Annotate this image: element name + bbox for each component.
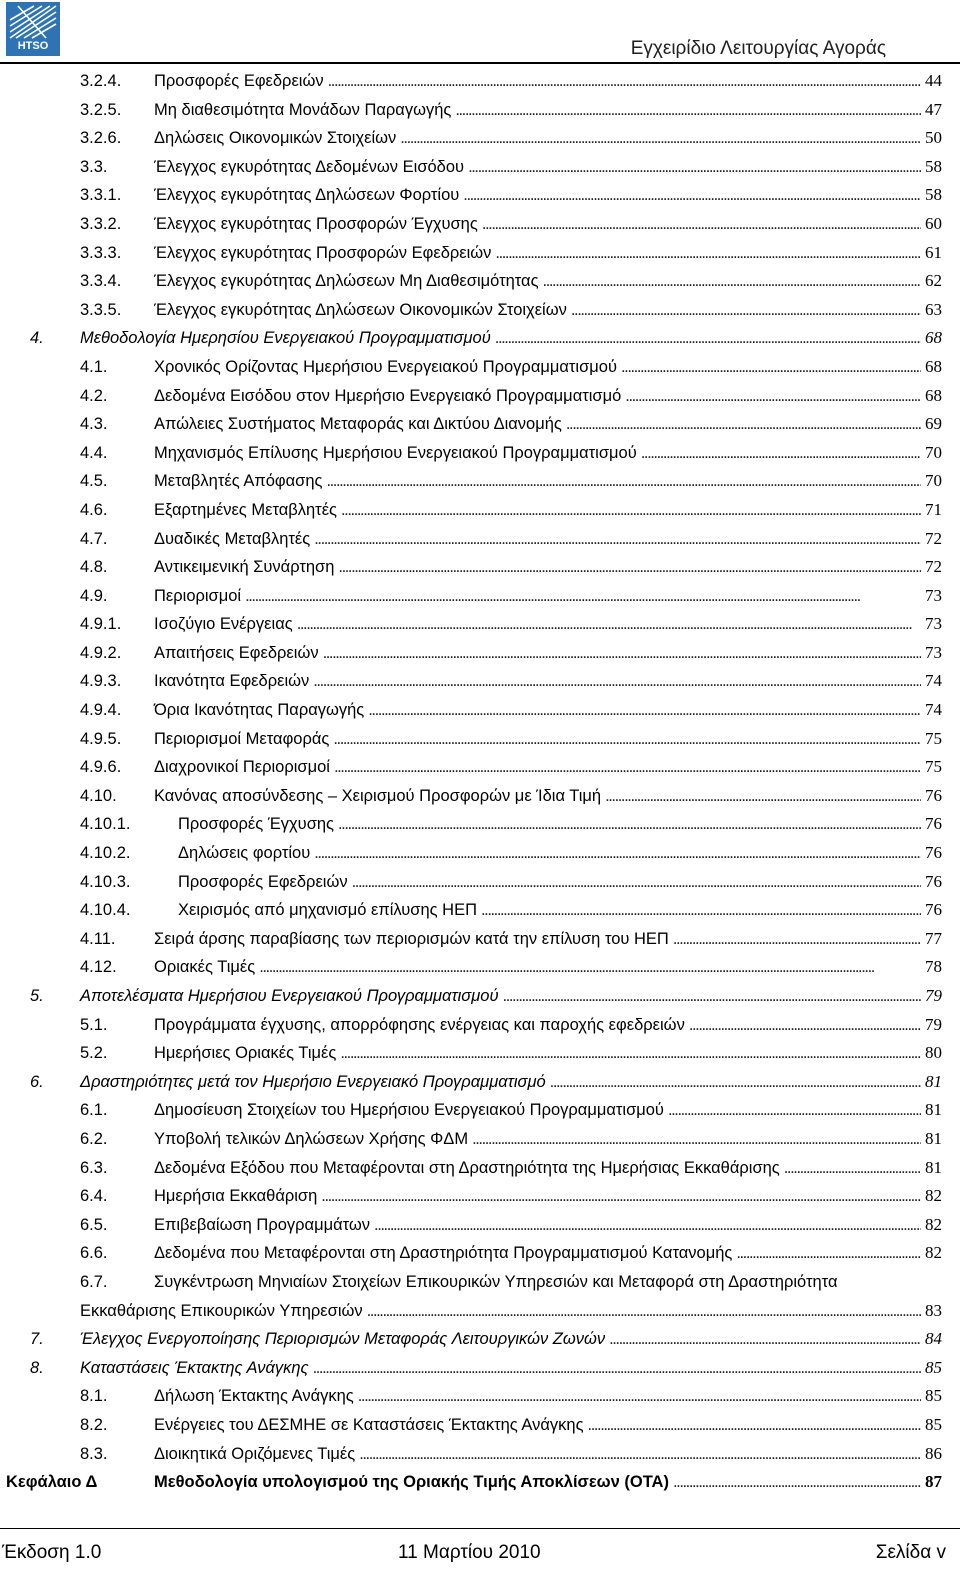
toc-entry-page[interactable]: 61	[925, 242, 942, 262]
toc-entry-page[interactable]: 76	[925, 814, 942, 834]
toc-entry[interactable]	[0, 1268, 960, 1297]
toc-entry-title[interactable]: Έλεγχος εγκυρότητας Δεδομένων Εισόδου	[154, 157, 465, 176]
toc-entry-number: 4.9.	[80, 586, 108, 605]
toc-entry-number: 3.3.4.	[80, 272, 122, 291]
toc-entry-title[interactable]: Έλεγχος εγκυρότητας Δηλώσεων Οικονομικών Στοιχείων	[154, 300, 567, 319]
toc-entry-page[interactable]: 85	[925, 1386, 942, 1406]
toc-entry-title[interactable]: Ικανότητα Εφεδρειών	[154, 672, 310, 691]
toc-entry-title[interactable]: Προσφορές Εφεδρειών	[154, 72, 324, 90]
toc-entry[interactable]	[0, 324, 960, 353]
toc-entry-title[interactable]: Διαχρονικοί Περιορισμοί	[154, 758, 330, 777]
toc-entry-title[interactable]: Οριακές Τιμές	[154, 958, 256, 977]
toc-entry-number: 3.3.3.	[80, 243, 122, 262]
dot-leader	[784, 1154, 921, 1182]
toc-entry[interactable]	[0, 267, 960, 296]
toc-entry-title[interactable]: Αποτελέσματα Ημερήσιου Ενεργειακού Προγραμματισμού	[80, 987, 499, 1005]
toc-entry-title[interactable]: Εξαρτημένες Μεταβλητές	[154, 500, 338, 519]
toc-entry-page[interactable]: 74	[925, 700, 942, 720]
toc-entry-page[interactable]: 75	[925, 728, 942, 748]
toc-entry-number: 8.2.	[80, 1415, 108, 1434]
dot-leader	[481, 896, 921, 924]
toc-entry-page[interactable]: 79	[925, 1014, 942, 1034]
toc-entry-title[interactable]: Όρια Ικανότητας Παραγωγής	[154, 701, 365, 720]
toc-entry-number: 5.	[30, 987, 44, 1005]
toc-entry-title[interactable]: Έλεγχος εγκυρότητας Δηλώσεων Μη Διαθεσιμότητας	[154, 272, 539, 291]
toc-entry[interactable]	[0, 353, 960, 382]
toc-entry-number: 6.	[30, 1072, 44, 1091]
footer-edition: Έκδοση 1.0	[2, 1542, 102, 1563]
toc-entry-page[interactable]: 76	[925, 900, 942, 920]
toc-entry[interactable]	[0, 582, 960, 611]
toc-entry[interactable]	[0, 639, 960, 668]
toc-entry-title[interactable]: Διοικητικά Οριζόμενες Τιμές	[154, 1444, 356, 1463]
toc-entry[interactable]	[0, 1411, 960, 1440]
toc-entry-number: 4.6.	[80, 500, 108, 519]
grid-logo-icon	[6, 2, 60, 42]
toc-entry[interactable]	[0, 153, 960, 182]
dot-leader	[455, 96, 921, 124]
dot-leader	[482, 210, 921, 238]
toc-entry-title[interactable]: Ισοζύγιο Ενέργειας	[154, 615, 293, 634]
toc-entry-number: 3.2.4.	[80, 72, 122, 90]
toc-entry[interactable]	[0, 410, 960, 439]
dot-leader	[323, 639, 921, 667]
toc-entry-number: 4.9.4.	[80, 701, 122, 720]
toc-entry-title[interactable]: Απαιτήσεις Εφεδρειών	[154, 643, 319, 662]
dot-leader	[352, 868, 921, 896]
toc-entry-page[interactable]: 79	[925, 986, 942, 1005]
toc-entry-page[interactable]: 47	[925, 99, 942, 119]
toc-entry-title[interactable]: Συγκέντρωση Μηνιαίων Στοιχείων Επικουρικών Υπηρεσιών και Μεταφορά στη Δραστηριότητα	[154, 1272, 838, 1291]
dot-leader	[588, 1411, 921, 1439]
toc-entry-page[interactable]: 84	[925, 1329, 942, 1349]
toc-entry-number: 8.	[30, 1358, 44, 1377]
toc-entry[interactable]	[0, 925, 960, 954]
toc-entry-page[interactable]: 85	[925, 1414, 942, 1434]
toc-entry[interactable]	[0, 181, 960, 210]
toc-entry-title[interactable]: Ενέργειες του ΔΕΣΜΗΕ σε Καταστάσεις Έκτακτης Ανάγκης	[154, 1415, 584, 1434]
toc-entry-page[interactable]: 58	[925, 156, 942, 176]
toc-entry[interactable]	[0, 896, 960, 925]
htso-logo	[6, 2, 60, 56]
toc-entry-page[interactable]: 85	[925, 1357, 942, 1377]
dot-leader	[367, 1297, 921, 1325]
toc-entry[interactable]	[0, 496, 960, 525]
toc-entry-number: 3.2.5.	[80, 100, 122, 119]
toc-entry-page[interactable]: 44	[925, 71, 942, 90]
dot-leader	[314, 525, 921, 553]
dot-leader	[463, 181, 921, 209]
toc-entry-title[interactable]: Ημερήσιες Οριακές Τιμές	[154, 1044, 337, 1063]
toc-entry-page[interactable]: 71	[925, 499, 942, 519]
toc-entry-number: 3.3.2.	[80, 214, 122, 233]
dot-leader	[297, 610, 921, 638]
toc-entry-page[interactable]: 73	[925, 642, 942, 662]
dot-leader	[605, 782, 921, 810]
footer-divider	[0, 1528, 960, 1529]
toc-entry-page[interactable]: 82	[925, 1186, 942, 1206]
toc-entry-title[interactable]: Σειρά άρσης παραβίασης των περιορισμών κατά την επίλυση του ΗΕΠ	[154, 929, 669, 948]
toc-entry-number: 4.1.	[80, 357, 108, 376]
dot-leader	[313, 1354, 921, 1382]
toc-entry-number: Κεφάλαιο Δ	[6, 1473, 98, 1492]
dot-leader	[503, 982, 921, 1010]
toc-entry-page[interactable]: 58	[925, 185, 942, 205]
toc-entry[interactable]	[0, 210, 960, 239]
dot-leader	[736, 1239, 921, 1267]
toc-entry[interactable]	[0, 696, 960, 725]
toc-entry[interactable]	[0, 239, 960, 268]
toc-entry[interactable]	[0, 553, 960, 582]
toc-entry[interactable]	[0, 839, 960, 868]
dot-leader	[334, 753, 921, 781]
toc-entry-title[interactable]: Έλεγχος Ενεργοποίησης Περιορισμών Μεταφοράς Λειτουργικών Ζωνών	[80, 1330, 606, 1349]
toc-entry-page[interactable]: 81	[925, 1128, 942, 1148]
toc-entry[interactable]	[0, 1182, 960, 1211]
document-title: Εγχειρίδιο Λειτουργίας Αγοράς	[630, 38, 886, 59]
toc-entry-number: 3.2.6.	[80, 129, 122, 148]
toc-entry[interactable]	[0, 1125, 960, 1154]
toc-entry-page[interactable]: 76	[925, 785, 942, 805]
footer-page-number: Σελίδα v	[875, 1542, 946, 1563]
toc-entry-page[interactable]: 83	[925, 1300, 942, 1320]
toc-entry-number: 4.9.6.	[80, 758, 122, 777]
toc-entry-title[interactable]: Μηχανισμός Επίλυσης Ημερήσιου Ενεργειακού Προγραμματισμού	[154, 443, 637, 462]
toc-entry-number: 6.4.	[80, 1187, 108, 1206]
toc-entry[interactable]	[0, 467, 960, 496]
dot-leader	[259, 953, 921, 981]
dot-leader	[314, 839, 921, 867]
toc-entry[interactable]	[0, 1354, 960, 1383]
toc-entry-title[interactable]: Προσφορές Έγχυσης	[178, 815, 335, 834]
dot-leader	[472, 1125, 921, 1153]
dot-leader	[641, 439, 921, 467]
dot-leader	[571, 296, 921, 324]
toc-entry[interactable]	[0, 1382, 960, 1411]
toc-entry-title[interactable]: Δυαδικές Μεταβλητές	[154, 529, 311, 548]
footer-date: 11 Μαρτίου 2010	[398, 1542, 541, 1563]
toc-entry-number: 4.9.2.	[80, 643, 122, 662]
toc-entry-number: 5.2.	[80, 1044, 108, 1063]
toc-entry[interactable]	[0, 725, 960, 754]
toc-entry-title[interactable]: Χρονικός Ορίζοντας Ημερήσιου Ενεργειακού Προγραμματισμού	[154, 357, 617, 376]
dot-leader	[245, 582, 921, 610]
toc-entry-page[interactable]: 70	[925, 471, 942, 491]
table-of-contents	[0, 67, 960, 1497]
toc-entry-number: 3.3.	[80, 157, 108, 176]
toc-entry-title[interactable]: Δημοσίευση Στοιχείων του Ημερήσιου Ενεργειακού Προγραμματισμού	[154, 1101, 664, 1120]
toc-entry-page[interactable]: 68	[925, 328, 942, 348]
toc-entry-title[interactable]: Απώλειες Συστήματος Μεταφοράς και Δικτύου Διανομής	[154, 415, 562, 434]
toc-entry-title[interactable]: Κανόνας αποσύνδεσης – Χειρισμού Προσφορών με Ίδια Τιμή	[154, 786, 602, 805]
toc-entry-title[interactable]: Περιορισμοί Μεταφοράς	[154, 729, 330, 748]
dot-leader	[621, 353, 921, 381]
dot-leader	[673, 1468, 921, 1496]
dot-leader	[673, 925, 921, 953]
toc-entry[interactable]	[0, 610, 960, 639]
toc-entry-number: 7.	[30, 1330, 44, 1349]
toc-entry-number: 4.10.4.	[80, 901, 131, 920]
dot-leader	[359, 1440, 921, 1468]
toc-entry-page[interactable]: 72	[925, 557, 942, 577]
toc-entry-page[interactable]: 78	[925, 957, 942, 977]
toc-entry-page[interactable]: 73	[925, 614, 942, 634]
toc-entry-title[interactable]: Δεδομένα Εξόδου που Μεταφέρονται στη Δραστηριότητα της Ημερήσιας Εκκαθάρισης	[154, 1158, 780, 1177]
dot-leader	[668, 1096, 921, 1124]
toc-entry-number: 4.10.1.	[80, 815, 131, 834]
dot-leader	[625, 382, 921, 410]
toc-entry-title[interactable]: Υποβολή τελικών Δηλώσεων Χρήσης ΦΔΜ	[154, 1129, 469, 1148]
toc-entry[interactable]	[0, 96, 960, 125]
toc-entry-page[interactable]: 69	[925, 414, 942, 434]
toc-entry[interactable]	[0, 810, 960, 839]
toc-entry-page[interactable]: 81	[925, 1071, 942, 1091]
toc-entry[interactable]	[0, 1239, 960, 1268]
dot-leader	[495, 324, 921, 352]
toc-entry-page[interactable]: 75	[925, 757, 942, 777]
toc-entry[interactable]	[0, 1211, 960, 1240]
dot-leader	[689, 1011, 921, 1039]
dot-leader	[326, 467, 921, 495]
toc-entry-title[interactable]: Δεδομένα που Μεταφέρονται στη Δραστηριότητα Προγραμματισμού Κατανομής	[154, 1244, 733, 1263]
toc-entry-title[interactable]: Προγράμματα έγχυσης, απορρόφησης ενέργειας και παροχής εφεδρειών	[154, 1015, 685, 1034]
toc-entry[interactable]	[0, 1068, 960, 1097]
toc-entry-page[interactable]: 76	[925, 871, 942, 891]
toc-entry-page[interactable]: 62	[925, 271, 942, 291]
toc-entry[interactable]	[0, 525, 960, 554]
toc-entry[interactable]	[0, 782, 960, 811]
toc-entry[interactable]	[0, 982, 960, 1011]
toc-entry-title[interactable]: Δεδομένα Εισόδου στον Ημερήσιο Ενεργειακό Προγραμματισμό	[154, 386, 622, 405]
toc-entry-number: 4.11.	[80, 929, 116, 948]
dot-leader	[374, 1211, 921, 1239]
toc-entry-title[interactable]: Αντικειμενική Συνάρτηση	[154, 558, 335, 577]
dot-leader	[333, 725, 921, 753]
toc-entry-number: 6.1.	[80, 1101, 108, 1120]
toc-entry-number: 4.10.2.	[80, 844, 131, 863]
toc-entry-number: 8.3.	[80, 1444, 108, 1463]
toc-entry-number: 4.9.5.	[80, 729, 122, 748]
toc-entry-page[interactable]: 60	[925, 213, 942, 233]
toc-entry-number: 6.6.	[80, 1244, 108, 1263]
toc-entry[interactable]	[0, 439, 960, 468]
dot-leader	[321, 1182, 921, 1210]
toc-entry-page[interactable]: 87	[925, 1472, 942, 1492]
header-divider	[0, 62, 960, 64]
toc-entry[interactable]	[0, 868, 960, 897]
toc-entry-page[interactable]: 81	[925, 1157, 942, 1177]
dot-leader	[338, 810, 921, 838]
dot-leader	[341, 496, 921, 524]
toc-entry-page[interactable]: 74	[925, 671, 942, 691]
toc-entry[interactable]	[0, 1039, 960, 1068]
toc-entry-title[interactable]: Εκκαθάρισης Επικουρικών Υπηρεσιών	[80, 1301, 363, 1320]
toc-entry-title[interactable]: Δραστηριότητες μετά τον Ημερήσιο Ενεργειακό Προγραμματισμό	[80, 1072, 546, 1091]
toc-entry[interactable]	[0, 1297, 960, 1326]
toc-entry-title[interactable]: Χειρισμός από μηχανισμό επίλυσης ΗΕΠ	[178, 901, 477, 920]
toc-entry-page[interactable]: 63	[925, 299, 942, 319]
toc-entry[interactable]	[0, 382, 960, 411]
toc-entry[interactable]	[0, 296, 960, 325]
toc-entry[interactable]	[0, 667, 960, 696]
dot-leader	[495, 239, 921, 267]
toc-entry-page[interactable]: 50	[925, 128, 942, 148]
toc-entry-title[interactable]: Έλεγχος εγκυρότητας Δηλώσεων Φορτίου	[154, 186, 460, 205]
toc-entry-page[interactable]: 72	[925, 528, 942, 548]
toc-entry-title[interactable]: Ημερήσια Εκκαθάριση	[154, 1187, 318, 1206]
toc-entry[interactable]	[0, 1154, 960, 1183]
toc-entry-title[interactable]: Μεθοδολογία υπολογισμού της Οριακής Τιμής Αποκλίσεων (ΟΤΑ)	[154, 1473, 669, 1492]
toc-entry-number: 4.3.	[80, 415, 108, 434]
toc-entry-title[interactable]: Δήλωση Έκτακτης Ανάγκης	[154, 1387, 354, 1406]
toc-entry-page[interactable]: 73	[925, 585, 942, 605]
dot-leader	[400, 124, 921, 152]
toc-entry-number: 4.8.	[80, 558, 108, 577]
toc-entry-number: 4.12.	[80, 958, 117, 977]
toc-entry[interactable]	[0, 1440, 960, 1469]
toc-entry[interactable]	[0, 67, 960, 96]
toc-entry-number: 3.3.5.	[80, 300, 122, 319]
toc-entry-page[interactable]: 82	[925, 1243, 942, 1263]
toc-entry[interactable]	[0, 1468, 960, 1497]
dot-leader	[543, 267, 921, 295]
toc-entry-number: 3.3.1.	[80, 186, 122, 205]
toc-entry-page[interactable]: 70	[925, 442, 942, 462]
dot-leader	[340, 1039, 921, 1067]
toc-entry-number: 6.5.	[80, 1215, 108, 1234]
dot-leader	[566, 410, 921, 438]
toc-entry-title[interactable]: Μεταβλητές Απόφασης	[154, 472, 323, 491]
toc-entry[interactable]	[0, 953, 960, 982]
toc-entry-number: 4.2.	[80, 386, 108, 405]
toc-entry-number: 6.3.	[80, 1158, 108, 1177]
toc-entry-number: 4.7.	[80, 529, 108, 548]
toc-entry-title[interactable]: Περιορισμοί	[154, 586, 242, 605]
toc-entry-page[interactable]: 82	[925, 1214, 942, 1234]
toc-entry[interactable]	[0, 124, 960, 153]
toc-entry-page[interactable]: 68	[925, 385, 942, 405]
toc-entry-number: 4.5.	[80, 472, 108, 491]
toc-entry-number: 6.7.	[80, 1272, 108, 1291]
logo-text: HTSO	[17, 40, 49, 52]
toc-entry-title[interactable]: Έλεγχος εγκυρότητας Προσφορών Εφεδρειών	[154, 243, 492, 262]
toc-entry[interactable]	[0, 753, 960, 782]
toc-entry-page[interactable]: 68	[925, 356, 942, 376]
toc-entry[interactable]	[0, 1011, 960, 1040]
toc-entry-title[interactable]: Μεθοδολογία Ημερησίου Ενεργειακού Προγραμματισμού	[80, 329, 491, 348]
toc-entry-number: 4.9.3.	[80, 672, 122, 691]
toc-entry-title[interactable]: Δηλώσεις φορτίου	[178, 844, 311, 863]
toc-entry-title[interactable]: Έλεγχος εγκυρότητας Προσφορών Έγχυσης	[154, 214, 478, 233]
toc-entry-number: 5.1.	[80, 1015, 108, 1034]
toc-entry-title[interactable]: Δηλώσεις Οικονομικών Στοιχείων	[154, 129, 397, 148]
toc-entry-page[interactable]: 81	[925, 1100, 942, 1120]
dot-leader	[338, 553, 921, 581]
toc-entry-page[interactable]: 86	[925, 1443, 942, 1463]
dot-leader	[368, 696, 921, 724]
toc-entry-page[interactable]: 80	[925, 1043, 942, 1063]
toc-entry-title[interactable]: Μη διαθεσιμότητα Μονάδων Παραγωγής	[154, 100, 452, 119]
dot-leader	[468, 153, 921, 181]
toc-entry[interactable]	[0, 1096, 960, 1125]
toc-entry-title[interactable]: Προσφορές Εφεδρειών	[178, 872, 348, 891]
toc-entry-page[interactable]: 76	[925, 843, 942, 863]
toc-entry-title[interactable]: Καταστάσεις Έκτακτης Ανάγκης	[80, 1358, 309, 1377]
toc-entry-title[interactable]: Επιβεβαίωση Προγραμμάτων	[154, 1215, 371, 1234]
toc-entry-number: 4.4.	[80, 443, 108, 462]
dot-leader	[550, 1068, 921, 1096]
toc-entry-number: 4.	[30, 329, 44, 348]
toc-entry-number: 8.1.	[80, 1387, 108, 1406]
toc-entry-page[interactable]: 77	[925, 928, 942, 948]
toc-entry[interactable]	[0, 1325, 960, 1354]
toc-entry-number: 4.10.3.	[80, 872, 131, 891]
toc-entry-number: 4.10.	[80, 786, 117, 805]
dot-leader	[313, 667, 921, 695]
dot-leader	[358, 1382, 921, 1410]
toc-entry-number: 4.9.1.	[80, 615, 122, 634]
toc-entry-number: 6.2.	[80, 1129, 108, 1148]
dot-leader	[609, 1325, 921, 1353]
dot-leader	[328, 67, 921, 95]
